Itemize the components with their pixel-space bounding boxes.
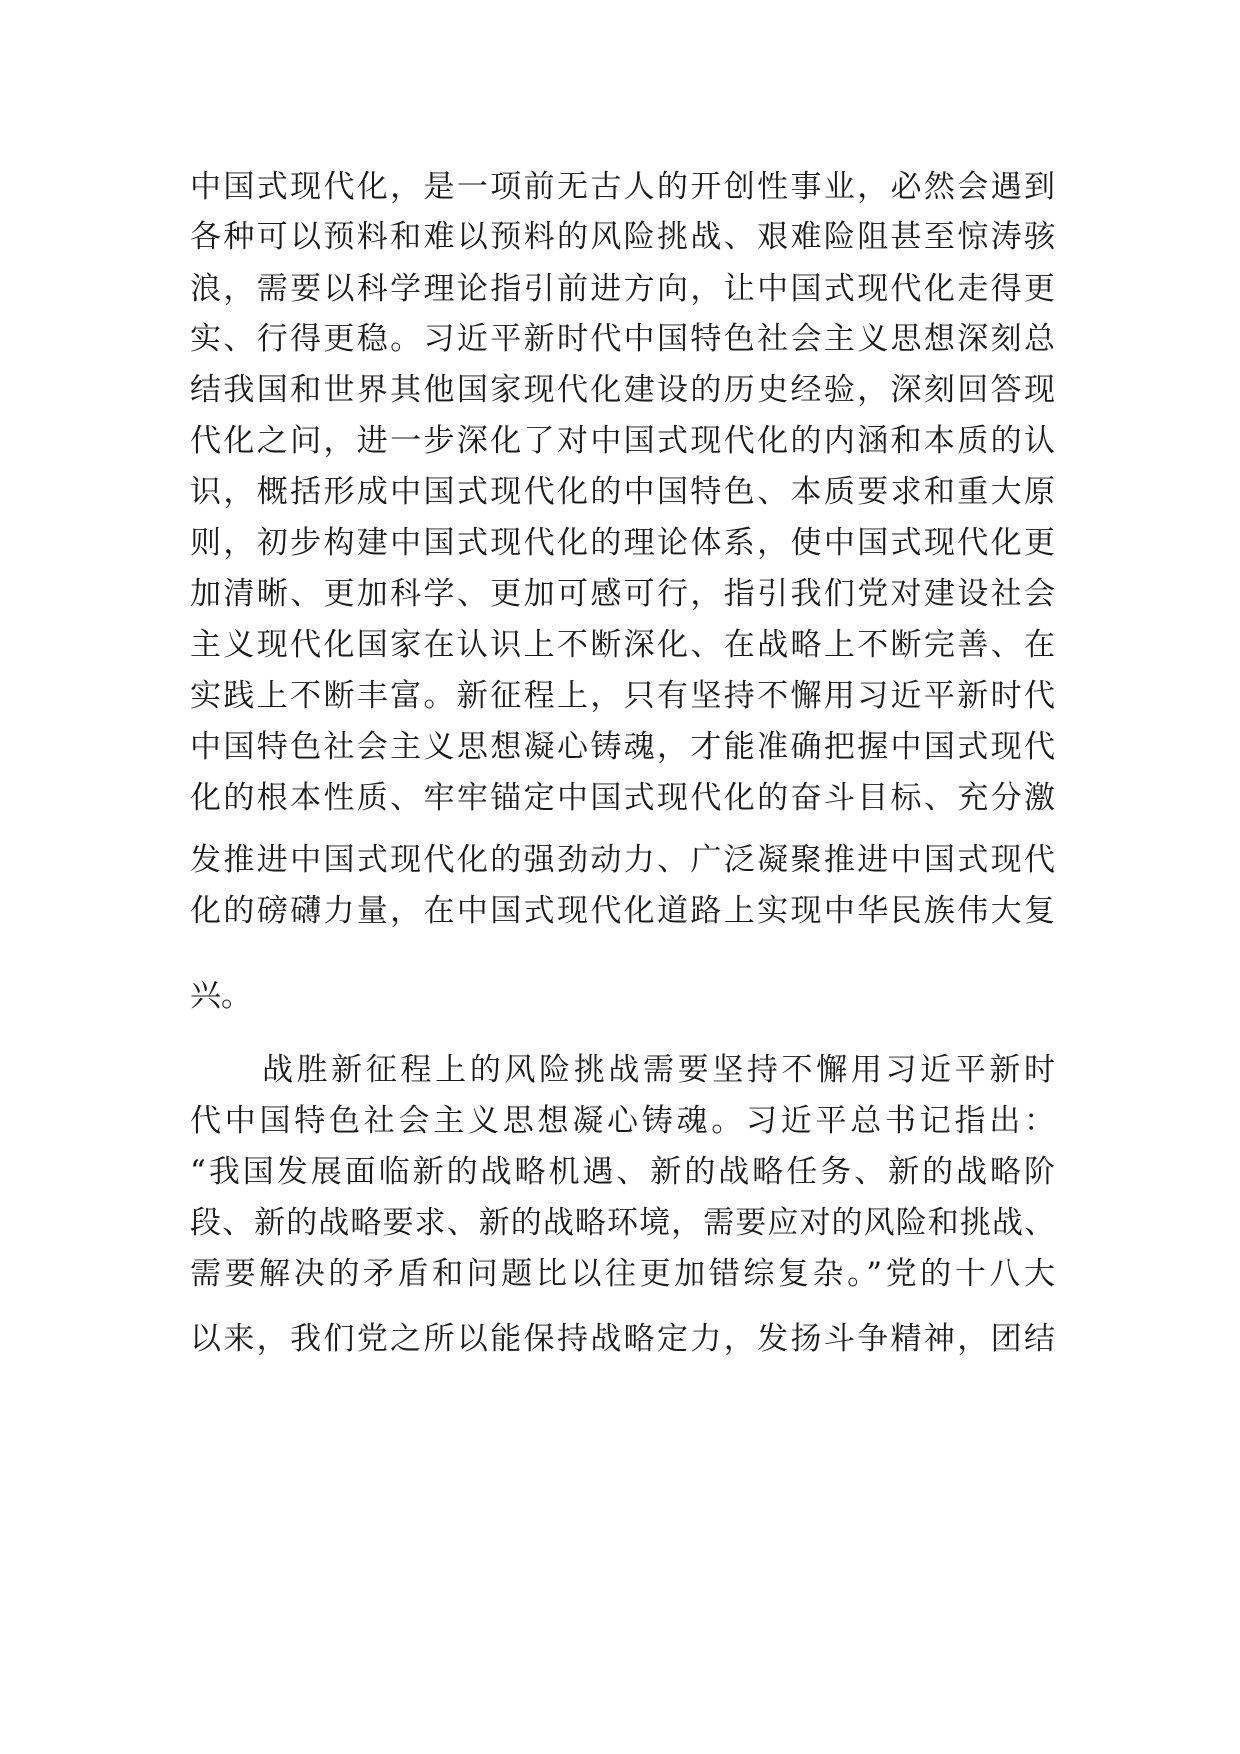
text-line: 中国式现代化，是一项前无古人的开创性事业，必然会遇到 bbox=[190, 169, 1055, 205]
text-line: 浪，需要以科学理论指引前进方向，让中国式现代化走得更 bbox=[190, 271, 1055, 307]
text-line: 代化之问，进一步深化了对中国式现代化的内涵和本质的认 bbox=[190, 423, 1055, 459]
paragraph-first-line: 战胜新征程上的风险挑战需要坚持不懈用习近平新时 bbox=[262, 1052, 1055, 1088]
text-line: 中国特色社会主义思想凝心铸魂，才能准确把握中国式现代 bbox=[190, 729, 1055, 765]
text-line: 化的根本性质、牢牢锚定中国式现代化的奋斗目标、充分激 bbox=[190, 780, 1055, 816]
text-line: 实践上不断丰富。新征程上，只有坚持不懈用习近平新时代 bbox=[190, 678, 1055, 714]
text-line: “我国发展面临新的战略机遇、新的战略任务、新的战略阶 bbox=[190, 1154, 1055, 1190]
text-line: 实、行得更稳。习近平新时代中国特色社会主义思想深刻总 bbox=[190, 321, 1055, 357]
text-line: 代中国特色社会主义思想凝心铸魂。习近平总书记指出： bbox=[190, 1103, 1055, 1139]
text-line: 则，初步构建中国式现代化的理论体系，使中国式现代化更 bbox=[190, 525, 1055, 561]
text-line: 化的磅礴力量，在中国式现代化道路上实现中华民族伟大复 bbox=[190, 893, 1055, 929]
text-line: 段、新的战略要求、新的战略环境，需要应对的风险和挑战、 bbox=[190, 1205, 1055, 1241]
text-line: 加清晰、更加科学、更加可感可行，指引我们党对建设社会 bbox=[190, 576, 1055, 612]
text-line: 结我国和世界其他国家现代化建设的历史经验，深刻回答现 bbox=[190, 372, 1055, 408]
text-line: 以来，我们党之所以能保持战略定力，发扬斗争精神，团结 bbox=[190, 1321, 1055, 1357]
text-line: 兴。 bbox=[190, 978, 252, 1014]
text-line: 发推进中国式现代化的强劲动力、广泛凝聚推进中国式现代 bbox=[190, 842, 1055, 878]
text-line: 识，概括形成中国式现代化的中国特色、本质要求和重大原 bbox=[190, 474, 1055, 510]
text-line: 主义现代化国家在认识上不断深化、在战略上不断完善、在 bbox=[190, 627, 1055, 663]
text-line: 需要解决的矛盾和问题比以往更加错综复杂。”党的十八大 bbox=[190, 1256, 1055, 1292]
text-line: 各种可以预料和难以预料的风险挑战、艰难险阻甚至惊涛骇 bbox=[190, 219, 1055, 255]
